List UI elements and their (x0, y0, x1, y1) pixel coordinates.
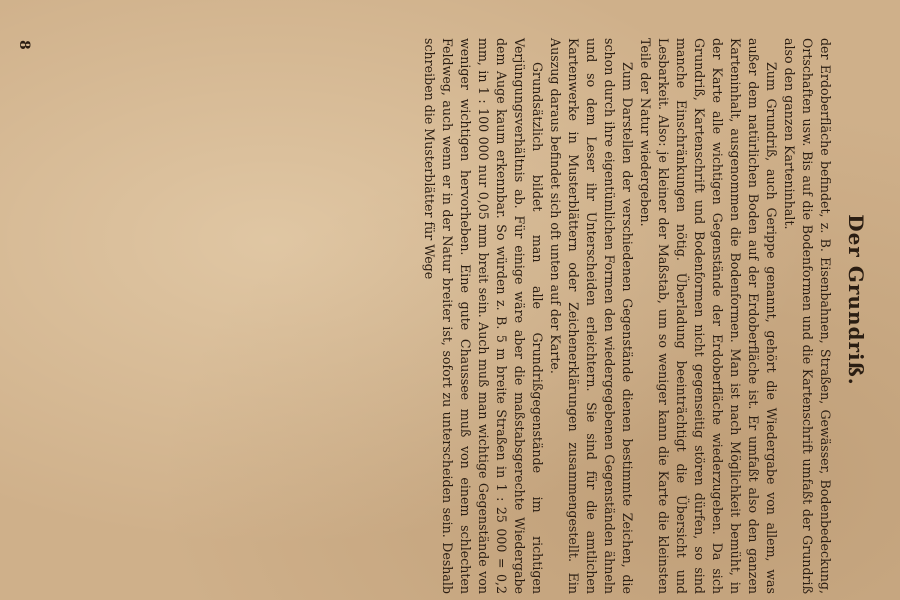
paragraph-4: Grundsätzlich bildet man alle Grundrißgegenstände im richtigen Verjüngungsverhältnis ab. Für einige wäre aber die maßstabsgerechte Wiedergabe dem Auge kaum erkennbar. So würden z. B. 5 m breite Straßen in 1 : 25 000 = 0,2 mm, in 1 : 100 000 nur 0,05 mm breit sein. Auch muß man wichtige Gegenstände von weniger wichtigen hervorheben. Eine gute Chaussee muß von einem schlechten Feldweg, auch wenn er in der Natur breiter ist, sofort zu unterscheiden sein. Deshalb schreiben die Musterblätter für Wege (422, 38, 545, 594)
paragraph-1: der Erdoberfläche befindet, z. B. Eisenbahnen, Straßen, Gewässer, Bodenbedeckung, Ortschaften usw. Bis auf die Bodenformen und die Kartenschrift umfaßt der Grundriß also den ganzen Karteninhalt. (782, 38, 833, 594)
paragraph-3: Zum Darstellen der verschiedenen Gegenstände dienen bestimmte Zeichen, die schon durch ihre eigentümlichen Formen den wiedergegebenen Gegenständen ähneln und so dem Leser ihr Unterscheiden erleichtern. Sie sind für die amtlichen Kartenwerke in Musterblättern oder Zeichenerklärungen zusammengestellt. Ein Auszug daraus befindet sich oft unten auf der Karte. (548, 38, 635, 594)
body-text (420, 38, 834, 594)
page-title: Der Grundriß. (844, 214, 868, 386)
paragraph-2: Zum Grundriß, auch Gerippe genannt, gehört die Wiedergabe von allem, was außer dem natürlichen Boden auf der Erdoberfläche ist. Er umfaßt also den ganzen Karteninhalt, ausgenommen die Bodenformen. Man ist nach Möglichkeit bemüht, in der Karte alle wichtigen Gegenstände der Erdoberfläche wiederzugeben. Da sich Grundriß, Kartenschrift und Bodenformen nicht gegenseitig stören dürfen, so sind manche Einschränkungen nötig. Überladung beeinträchtigt die Übersicht und Lesbarkeit. Also: je kleiner der Maßstab, um so weniger kann die Karte die kleinsten Teile der Natur wiedergeben. (638, 38, 779, 594)
page-number: 8 (16, 40, 32, 50)
